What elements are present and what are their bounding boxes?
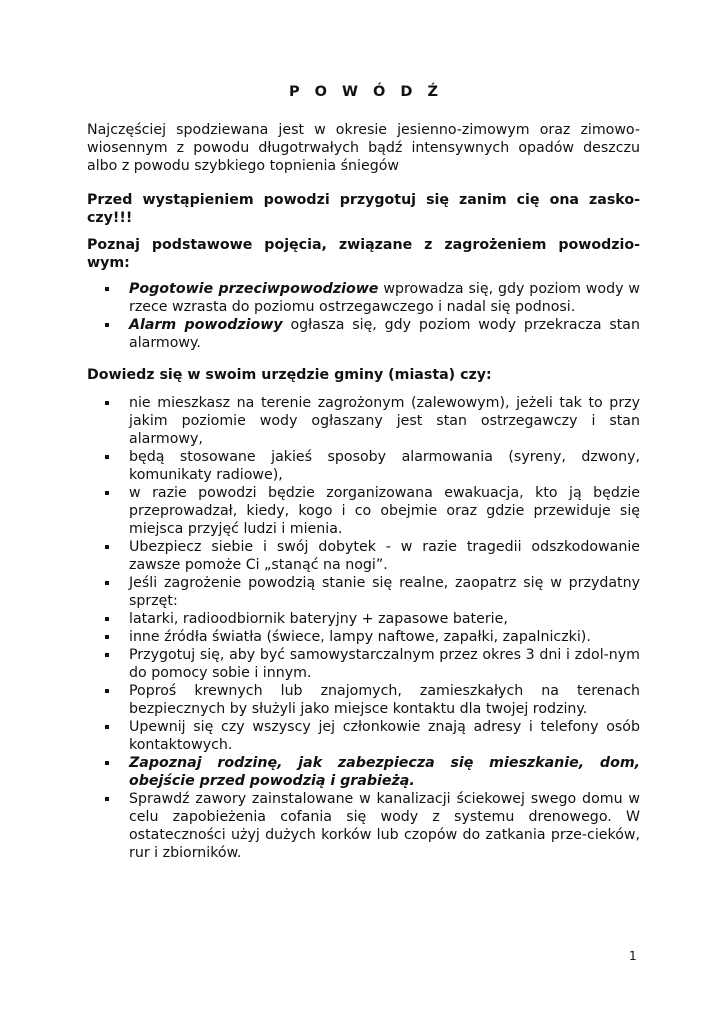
- list-item-text: inne źródła światła (świece, lampy naftowe, zapałki, zapalniczki).: [129, 629, 591, 645]
- bullet-icon: [105, 635, 109, 639]
- bullet-icon: [105, 725, 109, 729]
- bullet-icon: [105, 491, 109, 495]
- heading-check-office: Dowiedz się w swoim urzędzie gminy (miasta) czy:: [87, 367, 492, 383]
- definition-term: Pogotowie przeciwpowodziowe: [129, 281, 379, 297]
- list-item-text: Zapoznaj rodzinę, jak zabezpiecza się mieszkanie, dom, obejście przed powodzią i grabieżą.: [129, 755, 640, 789]
- intro-paragraph: Najczęściej spodziewana jest w okresie jesienno-zimowym oraz zimowo-wiosennym z powodu długotrwałych bądź intensywnych opadów deszczu albo z powodu szybkiego topnienia śniegów: [87, 122, 640, 174]
- bullet-icon: [105, 581, 109, 585]
- list-item-text: nie mieszkasz na terenie zagrożonym (zalewowym), jeżeli tak to przy jakim poziomie wody ogłaszany jest stan ostrzegawczy i stan alarmowy,: [129, 395, 640, 447]
- bullet-icon: [105, 653, 109, 657]
- list-item: [87, 316, 640, 352]
- list-item-text: będą stosowane jakieś sposoby alarmowania (syreny, dzwony, komunikaty radiowe),: [129, 449, 640, 483]
- bullet-icon: [105, 617, 109, 621]
- list-item: [87, 682, 640, 718]
- list-item: [87, 718, 640, 754]
- list-item-text: Upewnij się czy wszyscy jej członkowie znają adresy i telefony osób kontaktowych.: [129, 719, 640, 753]
- list-item-text: Jeśli zagrożenie powodzią stanie się realne, zaopatrz się w przydatny sprzęt:: [129, 575, 640, 609]
- document-body: [87, 84, 640, 862]
- page-number: 1: [629, 949, 637, 963]
- page-title: P O W Ó D Ź: [288, 84, 444, 100]
- list-item: [87, 574, 640, 610]
- bullet-icon: [105, 401, 109, 405]
- definitions-list: [87, 280, 640, 352]
- definition-text: wprowadza się, gdy poziom wody w rzece wzrasta do poziomu ostrzegawczego i nadal się podnosi.: [129, 281, 640, 315]
- bullet-icon: [105, 323, 109, 327]
- list-item: [87, 628, 640, 646]
- list-item-text: w razie powodzi będzie zorganizowana ewakuacja, kto ją będzie przeprowadzał, kiedy, kogo i co obejmie oraz gdzie przewiduje się miejsca przyjęć ludzi i mienia.: [129, 485, 640, 537]
- bullet-icon: [105, 797, 109, 801]
- list-item: [87, 646, 640, 682]
- list-item-text: Sprawdź zawory zainstalowane w kanalizacji ściekowej swego domu w celu zapobieżenia cofania się wody z systemu drenowego. W ostateczności użyj dużych korków lub czopów do zatkania prze-cieków, rur i zbiorników.: [129, 791, 640, 861]
- list-item-text: Ubezpiecz siebie i swój dobytek - w razie tragedii odszkodowanie zawsze pomoże Ci „stanąć na nogi”.: [129, 539, 640, 573]
- list-item-text: latarki, radioodbiornik bateryjny + zapasowe baterie,: [129, 611, 508, 627]
- definition-term: Alarm powodziowy: [129, 317, 283, 333]
- bullet-icon: [105, 761, 109, 765]
- list-item: [87, 754, 640, 790]
- list-item: [87, 394, 640, 448]
- list-item: [87, 280, 640, 316]
- list-item: [87, 610, 640, 628]
- heading-concepts: Poznaj podstawowe pojęcia, związane z zagrożeniem powodzio-wym:: [87, 237, 640, 271]
- bullet-icon: [105, 689, 109, 693]
- heading-prepare: Przed wystąpieniem powodzi przygotuj się zanim cię ona zasko-czy!!!: [87, 192, 640, 226]
- list-item: [87, 484, 640, 538]
- list-item: [87, 790, 640, 862]
- bullet-icon: [105, 287, 109, 291]
- definition-text: ogłasza się, gdy poziom wody przekracza stan alarmowy.: [129, 317, 640, 351]
- checklist: [87, 394, 640, 862]
- list-item-text: Przygotuj się, aby być samowystarczalnym przez okres 3 dni i zdol-nym do pomocy sobie i innym.: [129, 647, 640, 681]
- bullet-icon: [105, 545, 109, 549]
- list-item: [87, 538, 640, 574]
- bullet-icon: [105, 455, 109, 459]
- list-item: [87, 448, 640, 484]
- list-item-text: Poproś krewnych lub znajomych, zamieszkałych na terenach bezpiecznych by służyli jako miejsce kontaktu dla twojej rodziny.: [129, 683, 640, 717]
